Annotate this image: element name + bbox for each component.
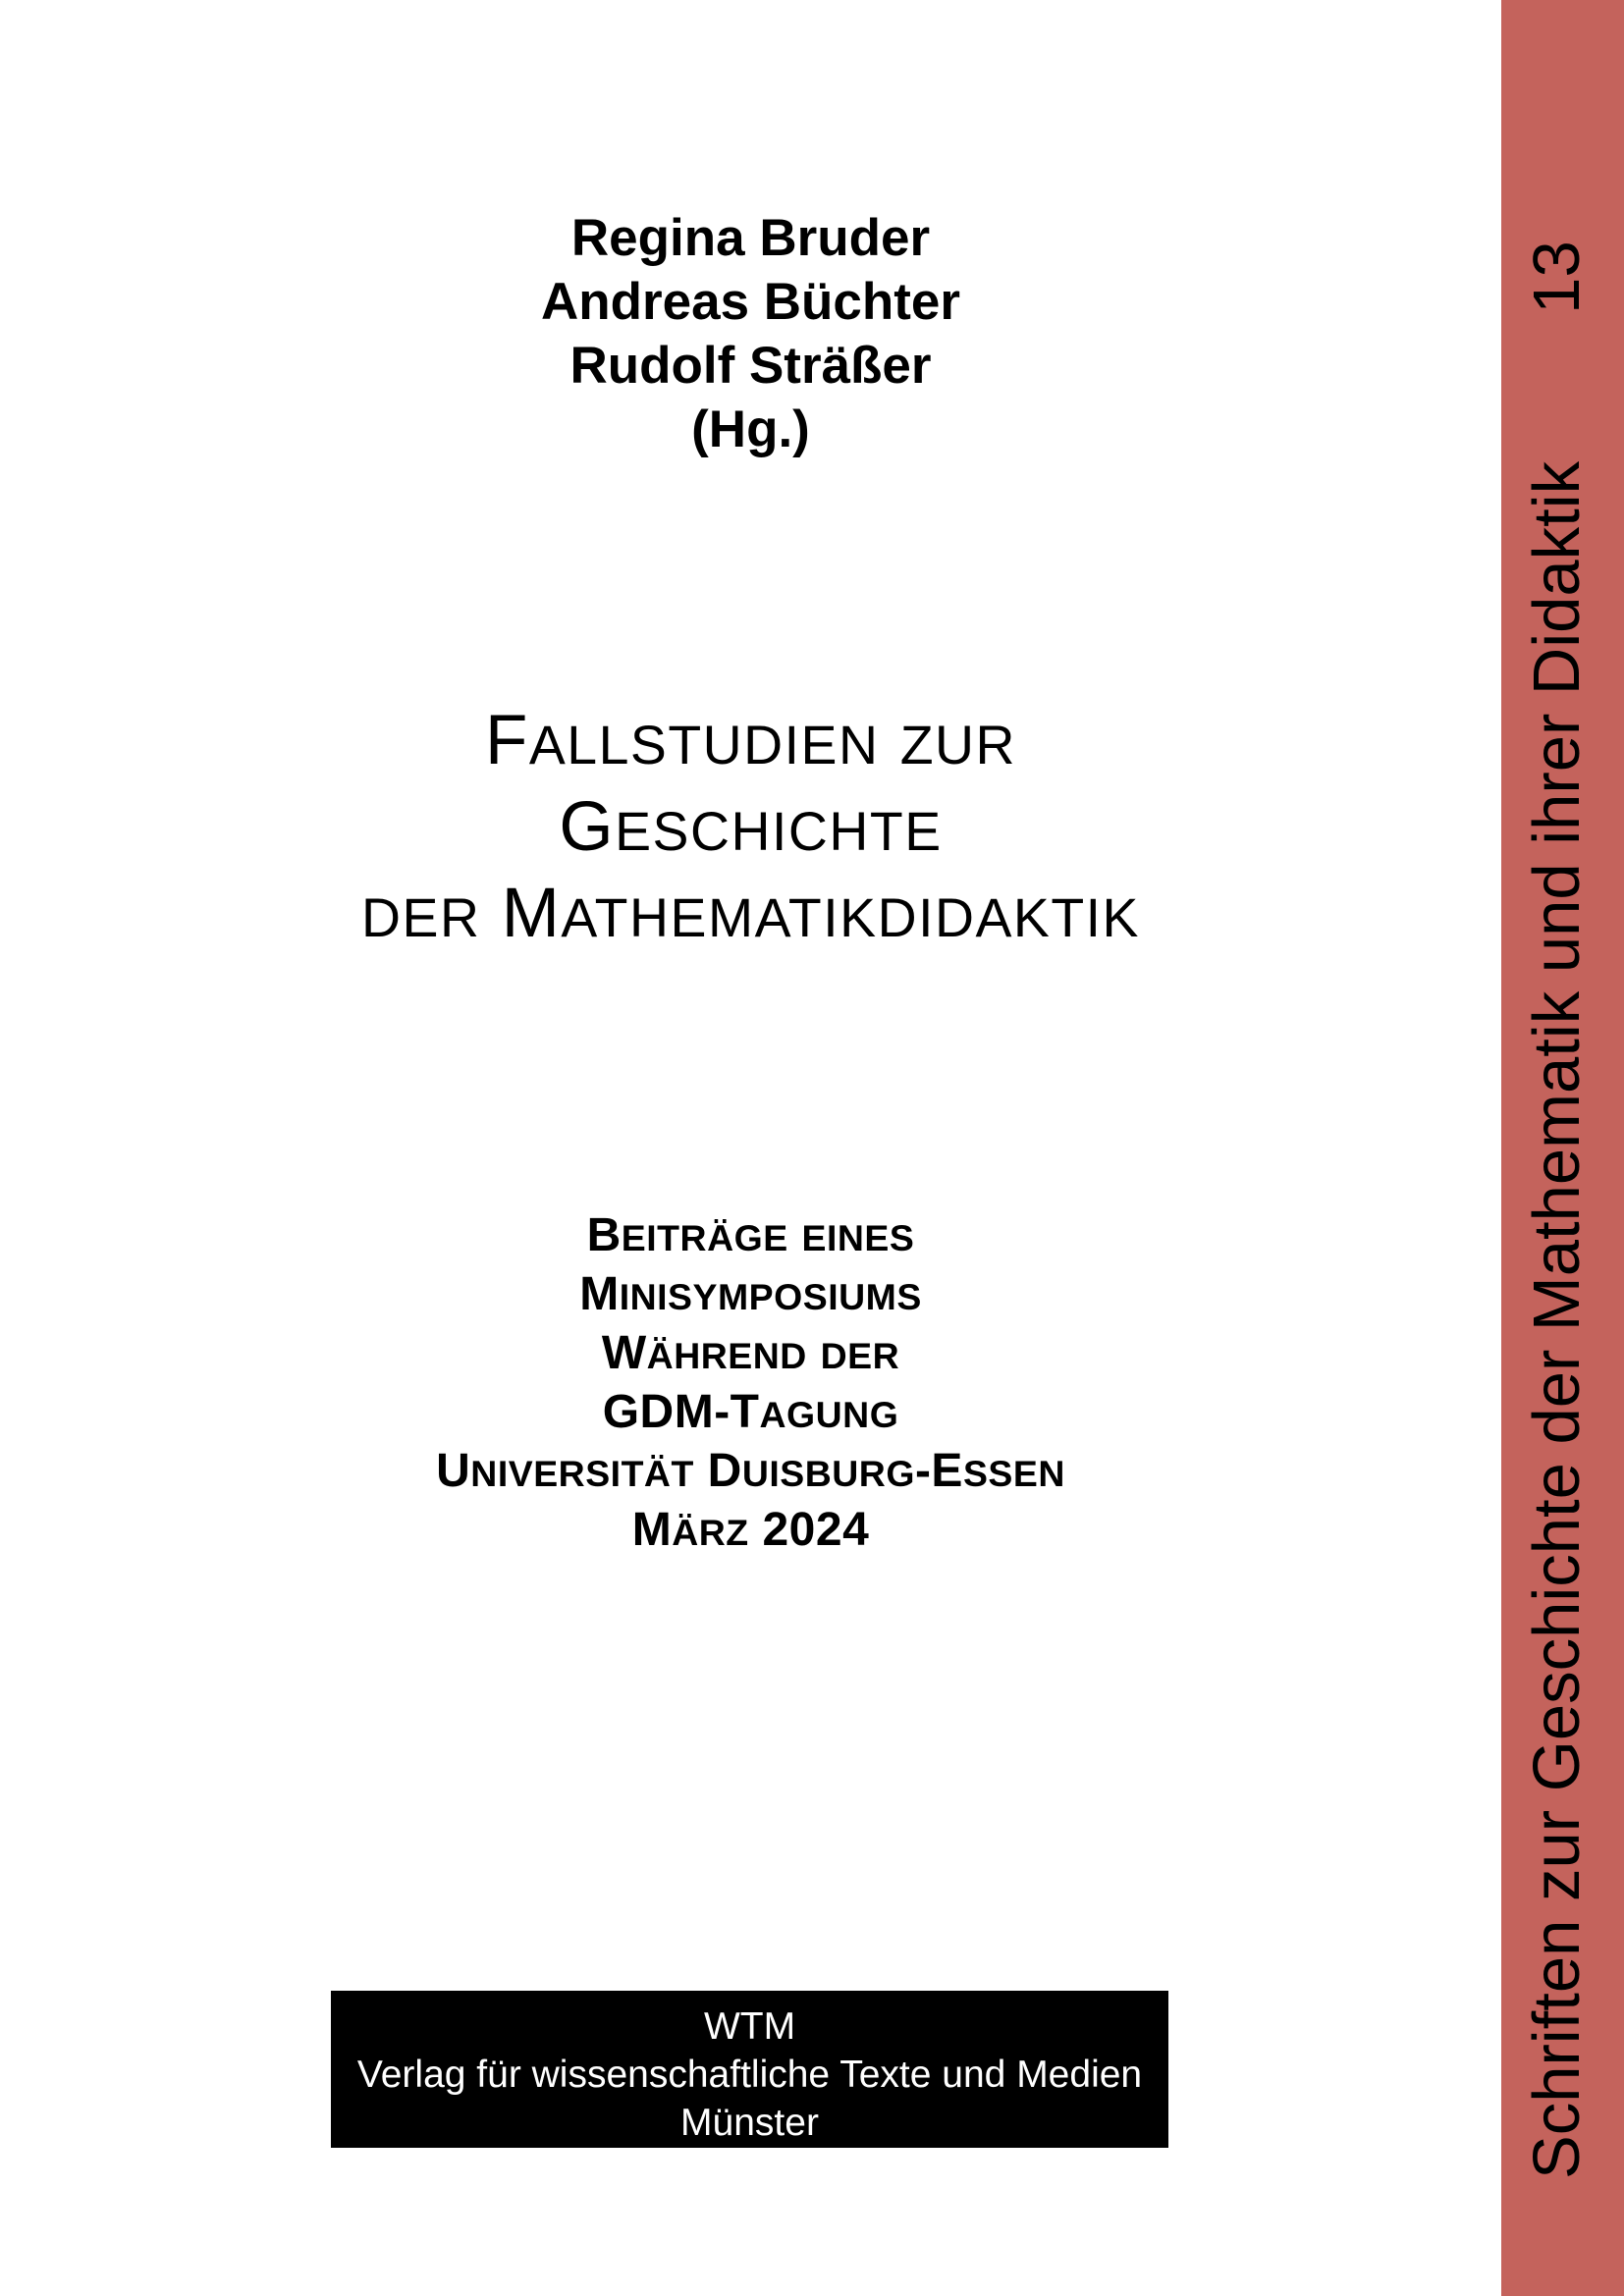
subtitle-line: MINISYMPOSIUMS <box>579 1268 922 1320</box>
title-line: DER MATHEMATIKDIDAKTIK <box>361 875 1140 952</box>
subtitle-line: GDM-TAGUNG <box>602 1386 899 1438</box>
editors-block <box>0 206 1501 461</box>
editor-name: Andreas Büchter <box>540 273 961 331</box>
series-title-rotated <box>1518 240 1597 2179</box>
book-subtitle <box>0 1207 1501 1561</box>
publisher-box <box>331 1991 1168 2148</box>
subtitle-line: WÄHREND DER <box>601 1327 900 1379</box>
publisher-name: WTM <box>703 2005 796 2048</box>
title-line: FALLSTUDIEN ZUR <box>484 702 1017 779</box>
subtitle-line: BEITRÄGE EINES <box>586 1209 915 1261</box>
publisher-description: Verlag für wissenschaftliche Texte und Medien <box>356 2054 1143 2096</box>
book-title <box>0 700 1501 959</box>
title-line: GESCHICHTE <box>559 788 943 866</box>
publisher-city: Münster <box>680 2102 819 2144</box>
subtitle-line: MÄRZ 2024 <box>631 1504 870 1556</box>
editor-name: Rudolf Sträßer <box>569 337 932 395</box>
editor-name: Regina Bruder <box>570 209 931 267</box>
series-volume-number: 13 <box>1520 240 1594 314</box>
editors-suffix: (Hg.) <box>691 400 810 458</box>
series-title: Schriften zur Geschichte der Mathematik und ihrer Didaktik <box>1520 460 1594 2179</box>
subtitle-line: UNIVERSITÄT DUISBURG-ESSEN <box>436 1445 1065 1497</box>
